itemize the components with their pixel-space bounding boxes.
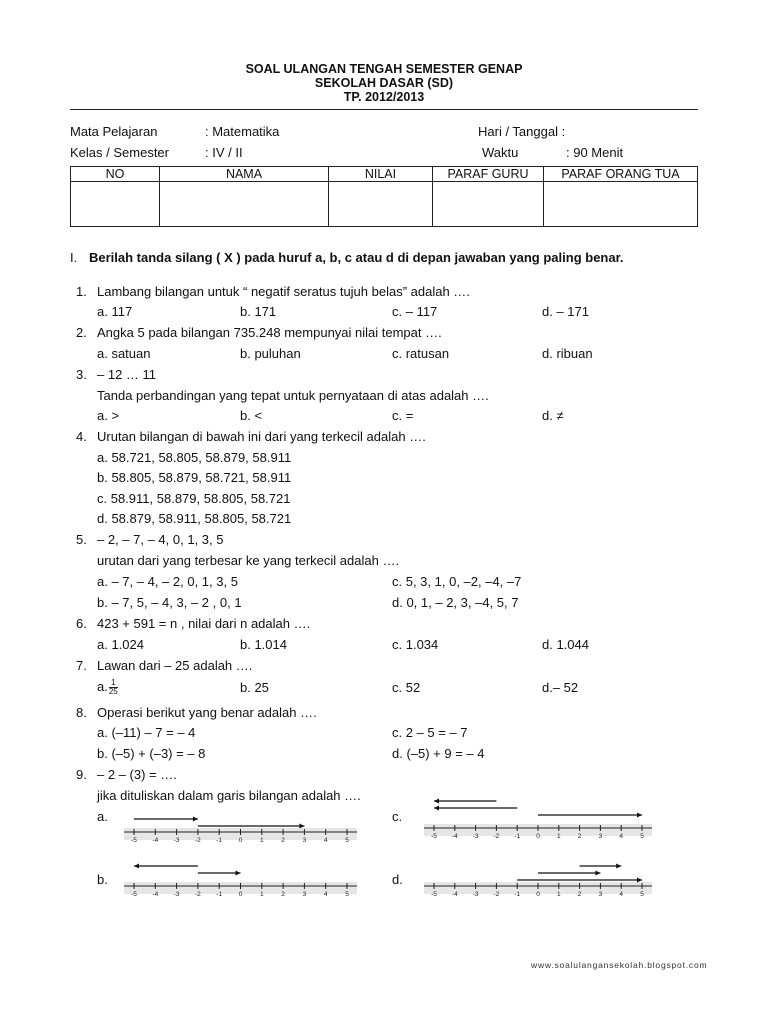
numberline-c-tick-label: -5 (431, 833, 437, 838)
numberline-a-tick-label: -1 (216, 837, 223, 844)
q2-option-b[interactable]: b. puluhan (240, 346, 301, 361)
q9-text-2: jika dituliskan dalam garis bilangan adalah …. (97, 788, 361, 803)
class-label: Kelas / Semester (70, 145, 169, 160)
numberline-d-tick-label: -5 (431, 891, 437, 898)
numberline-d-tick-label: 0 (536, 891, 540, 898)
title-line-3: TP. 2012/2013 (343, 90, 425, 104)
section-instruction: Berilah tanda silang ( X ) pada huruf a, b, c atau d di depan jawaban yang paling benar. (89, 250, 624, 265)
student-table (70, 166, 698, 227)
numberline-c-tick-label: -4 (451, 833, 458, 838)
numberline-d-tick-label: -3 (472, 891, 479, 898)
q8-option-d[interactable]: d. (–5) + 9 = – 4 (392, 746, 485, 761)
q7-fraction-numerator: 1 (111, 678, 116, 688)
numberline-b-tick-label: -2 (195, 891, 201, 898)
numberline-c-arrowhead (434, 806, 439, 811)
q3-option-c[interactable]: c. = (392, 408, 414, 423)
q5-option-b[interactable]: b. – 7, 5, – 4, 3, – 2 , 0, 1 (97, 595, 242, 610)
table-header-name: NAMA (160, 167, 329, 182)
q1-option-b[interactable]: b. 171 (240, 304, 277, 319)
numberline-a-tick-label: -4 (152, 837, 159, 844)
numberline-a-tick-label: -3 (173, 837, 180, 844)
q7-option-a-letter: a. (97, 679, 108, 694)
q7-option-b[interactable]: b. 25 (240, 680, 269, 695)
numberline-d-tick-label: 1 (556, 891, 561, 898)
table-header-parent-sign: PARAF ORANG TUA (544, 167, 698, 182)
q3-number: 3. (76, 367, 87, 382)
numberline-d-arrowhead (616, 864, 621, 869)
numberline-a-arrowhead (299, 824, 304, 829)
numberline-b-tick-label: 5 (345, 891, 349, 898)
class-value: : IV / II (205, 145, 243, 160)
numberline-a-tick-label: -5 (131, 837, 137, 844)
q9-numberline-a (118, 806, 363, 848)
subject-label: Mata Pelajaran (70, 124, 158, 139)
numberline-c-tick-label: -3 (472, 833, 479, 838)
q2-option-a[interactable]: a. satuan (97, 346, 151, 361)
numberline-c-tick-label: 3 (598, 833, 603, 838)
table-header-teacher-sign: PARAF GURU (433, 167, 544, 182)
q9-option-a[interactable]: a. (97, 809, 108, 824)
q5-option-d[interactable]: d. 0, 1, – 2, 3, –4, 5, 7 (392, 595, 519, 610)
q2-option-c[interactable]: c. ratusan (392, 346, 450, 361)
cell-no[interactable] (71, 182, 160, 227)
numberline-c-tick-label: 2 (577, 833, 582, 838)
numberline-c-tick-label: 5 (640, 833, 644, 838)
q7-number: 7. (76, 658, 87, 673)
q9-option-b[interactable]: b. (97, 872, 108, 887)
time-label: Waktu (482, 145, 519, 160)
q6-option-d[interactable]: d. 1.044 (542, 637, 589, 652)
q9-numberline-b (118, 852, 363, 898)
numberline-c-arrowhead (637, 813, 642, 818)
numberline-a-tick-label: 4 (323, 837, 328, 844)
q5-text: – 2, – 7, – 4, 0, 1, 3, 5 (97, 532, 224, 547)
time-value: : 90 Menit (566, 145, 624, 160)
q7-option-a[interactable] (97, 679, 118, 696)
q8-option-b[interactable]: b. (–5) + (–3) = – 8 (97, 746, 206, 761)
q6-text: 423 + 591 = n , nilai dari n adalah …. (97, 616, 311, 631)
q4-number: 4. (76, 429, 87, 444)
numberline-d-arrowhead (595, 871, 600, 876)
numberline-a-tick-label: 5 (345, 837, 349, 844)
q3-text: – 12 … 11 (97, 367, 157, 382)
numberline-d-tick-label: -4 (451, 891, 458, 898)
q8-number: 8. (76, 705, 87, 720)
q1-option-a[interactable]: a. 117 (97, 304, 133, 319)
numberline-d-tick-label: -1 (514, 891, 521, 898)
q9-number: 9. (76, 767, 87, 782)
numberline-d-tick-label: 2 (577, 891, 582, 898)
numberline-d-arrowhead (637, 878, 642, 883)
numberline-b-tick-label: -5 (131, 891, 137, 898)
numberline-b-tick-label: -3 (173, 891, 180, 898)
q6-number: 6. (76, 616, 87, 631)
numberline-c-tick-label: 4 (619, 833, 624, 838)
header-divider (70, 109, 698, 110)
q9-numberline-d (418, 852, 658, 898)
q2-text: Angka 5 pada bilangan 735.248 mempunyai nilai tempat …. (97, 325, 442, 340)
q3-option-d[interactable]: d. ≠ (542, 408, 564, 423)
q3-text-2: Tanda perbandingan yang tepat untuk pernyataan di atas adalah …. (97, 388, 489, 403)
numberline-a-tick-label: -2 (195, 837, 201, 844)
title-line-1: SOAL ULANGAN TENGAH SEMESTER GENAP (245, 62, 523, 76)
numberline-d-tick-label: 3 (598, 891, 603, 898)
subject-value: : Matematika (205, 124, 280, 139)
q7-option-d[interactable]: d.– 52 (542, 680, 579, 695)
q4-option-b[interactable]: b. 58.805, 58.879, 58.721, 58.911 (97, 470, 292, 485)
numberline-b-tick-label: 1 (259, 891, 264, 898)
numberline-b-tick-label: 2 (281, 891, 285, 898)
q8-option-a[interactable]: a. (–11) – 7 = – 4 (97, 725, 196, 740)
q5-text-2: urutan dari yang terbesar ke yang terkecil adalah …. (97, 553, 400, 568)
numberline-b-tick-label: -1 (216, 891, 223, 898)
cell-score[interactable] (329, 182, 433, 227)
q1-number: 1. (76, 284, 87, 299)
q7-option-c[interactable]: c. 52 (392, 680, 421, 695)
q7-text: Lawan dari – 25 adalah …. (97, 658, 253, 673)
numberline-a-tick-label: 0 (238, 837, 243, 844)
numberline-d-tick-label: -2 (493, 891, 500, 898)
q4-text: Urutan bilangan di bawah ini dari yang terkecil adalah …. (97, 429, 426, 444)
numberline-d-tick-label: 4 (619, 891, 624, 898)
numberline-d-tick-label: 5 (640, 891, 644, 898)
numberline-b-arrowhead (236, 871, 241, 876)
numberline-b-tick-label: 4 (323, 891, 328, 898)
numberline-b-tick-label: 0 (238, 891, 243, 898)
table-header-no: NO (71, 167, 160, 182)
q3-option-a[interactable]: a. > (97, 408, 120, 423)
cell-teacher-sign[interactable] (433, 182, 544, 227)
day-label: Hari / Tanggal : (478, 124, 566, 139)
q7-option-a-fraction (109, 679, 118, 696)
numberline-c-tick-label: 0 (536, 833, 540, 838)
q9-numberline-c (418, 786, 658, 838)
numberline-b-tick-label: 3 (302, 891, 307, 898)
numberline-c-tick-label: -2 (493, 833, 500, 838)
q7-fraction-denominator: 25 (108, 687, 118, 697)
footer-url: www.soalulangansekolah.blogspot.com (531, 960, 708, 970)
section-number: I. (70, 250, 78, 265)
q8-option-c[interactable]: c. 2 – 5 = – 7 (392, 725, 468, 740)
q6-option-b[interactable]: b. 1.014 (240, 637, 287, 652)
numberline-c-tick-label: 1 (556, 833, 561, 838)
q8-text: Operasi berikut yang benar adalah …. (97, 705, 317, 720)
q4-option-c[interactable]: c. 58.911, 58.879, 58.805, 58.721 (97, 491, 291, 506)
q5-number: 5. (76, 532, 87, 547)
q5-option-c[interactable]: c. 5, 3, 1, 0, –2, –4, –7 (392, 574, 522, 589)
q6-option-c[interactable]: c. 1.034 (392, 637, 439, 652)
title-line-2: SEKOLAH DASAR (SD) (314, 76, 454, 90)
numberline-c-tick-label: -1 (514, 833, 521, 838)
q4-option-d[interactable]: d. 58.879, 58.911, 58.805, 58.721 (97, 511, 292, 526)
q1-option-c[interactable]: c. – 117 (392, 304, 438, 319)
q1-option-d[interactable]: d. – 171 (542, 304, 589, 319)
numberline-a-tick-label: 1 (259, 837, 264, 844)
q1-text: Lambang bilangan untuk “ negatif seratus tujuh belas” adalah …. (97, 284, 470, 299)
q6-option-a[interactable]: a. 1.024 (97, 637, 144, 652)
q3-option-b[interactable]: b. < (240, 408, 263, 423)
q9-option-c[interactable]: c. (392, 809, 403, 824)
numberline-c-arrowhead (434, 799, 439, 804)
cell-parent-sign[interactable] (544, 182, 698, 227)
q9-text: – 2 – (3) = …. (97, 767, 177, 782)
q4-option-a[interactable]: a. 58.721, 58.805, 58.879, 58.911 (97, 450, 292, 465)
numberline-a-tick-label: 3 (302, 837, 307, 844)
q5-option-a[interactable]: a. – 7, – 4, – 2, 0, 1, 3, 5 (97, 574, 238, 589)
numberline-b-tick-label: -4 (152, 891, 159, 898)
numberline-a-tick-label: 2 (281, 837, 285, 844)
table-header-score: NILAI (329, 167, 433, 182)
numberline-a-arrowhead (193, 817, 198, 822)
q9-option-d[interactable]: d. (392, 872, 403, 887)
q2-option-d[interactable]: d. ribuan (542, 346, 593, 361)
numberline-b-arrowhead (134, 864, 139, 869)
q2-number: 2. (76, 325, 87, 340)
cell-name[interactable] (160, 182, 329, 227)
